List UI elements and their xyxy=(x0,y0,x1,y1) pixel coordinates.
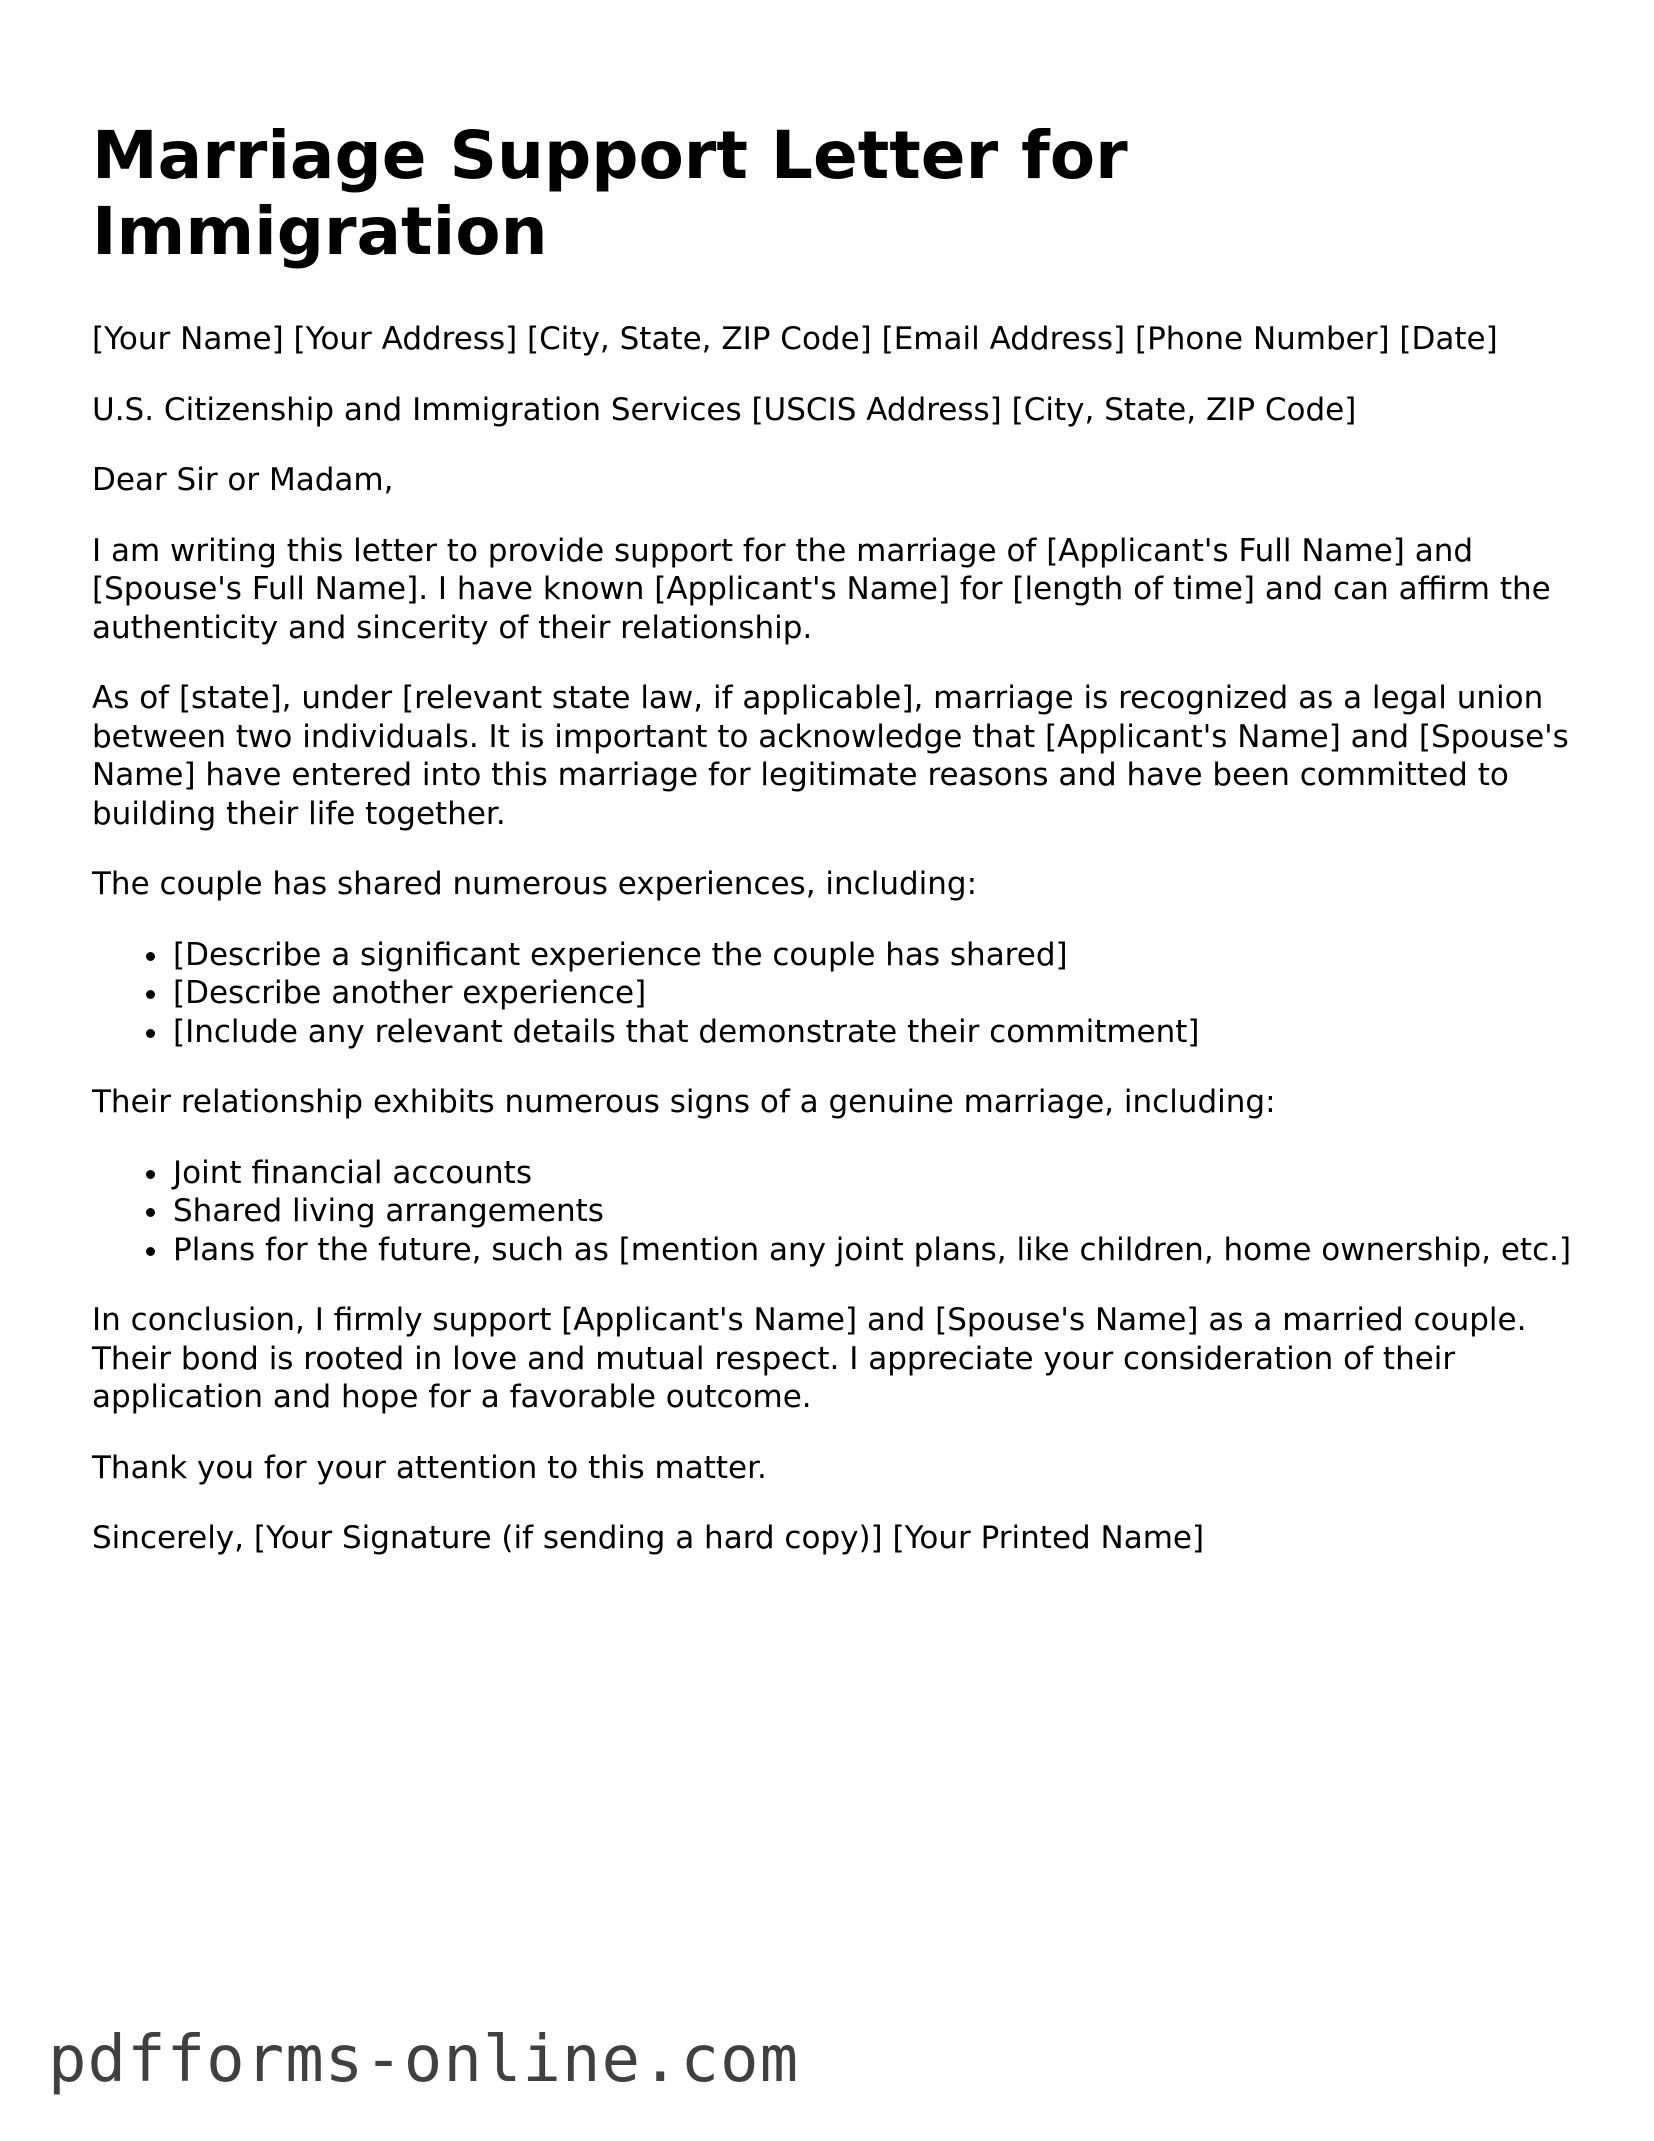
thanks-line: Thank you for your attention to this matter. xyxy=(92,1449,767,1486)
signs-intro: Their relationship exhibits numerous signs of a genuine marriage, including: xyxy=(92,1084,1276,1120)
closing-line: Sincerely, [Your Signature (if sending a hard copy)] [Your Printed Name] xyxy=(92,1520,1205,1556)
list-item: • Plans for the future, such as [mention any joint plans, like children, home ownership, etc.] xyxy=(171,1231,1572,1270)
conclusion-paragraph: In conclusion, I firmly support [Applicant's Name] and [Spouse's Name] as a married couple. Their bond is rooted in love and mutual respect. I appreciate your consideration of their application and hope for a favorable outcome. xyxy=(92,1302,1527,1415)
salutation: Dear Sir or Madam, xyxy=(92,462,394,498)
list-item: • [Describe another experience] xyxy=(171,974,1572,1013)
letter-body xyxy=(92,118,1572,1590)
watermark: pdfforms-online.com xyxy=(48,2023,800,2097)
page-title: Marriage Support Letter for Immigration xyxy=(92,117,1128,270)
list-item: • [Include any relevant details that demonstrate their commitment] xyxy=(171,1013,1572,1052)
signs-list xyxy=(92,1154,1572,1270)
experiences-list xyxy=(92,936,1572,1052)
intro-paragraph: I am writing this letter to provide support for the marriage of [Applicant's Full Name] and [Spouse's Full Name]. I have known [Applicant's Name] for [length of time] and can affirm the authenticity and sincerity of their relationship. xyxy=(92,532,1551,646)
list-item: • Shared living arrangements xyxy=(171,1192,1572,1231)
recipient-block: U.S. Citizenship and Immigration Services [USCIS Address] [City, State, ZIP Code] xyxy=(92,391,1357,428)
list-item: • [Describe a significant experience the couple has shared] xyxy=(171,936,1572,975)
list-item: • Joint financial accounts xyxy=(171,1154,1572,1193)
legal-paragraph: As of [state], under [relevant state law, if applicable], marriage is recognized as a legal union between two individuals. It is important to acknowledge that [Applicant's Name] and [Spouse's Name] have entered into this marriage for legitimate reasons and have been committed to building their life together. xyxy=(92,680,1569,832)
sender-block: [Your Name] [Your Address] [City, State, ZIP Code] [Email Address] [Phone Number] [Date] xyxy=(92,321,1498,357)
experiences-intro: The couple has shared numerous experiences, including: xyxy=(92,866,978,902)
